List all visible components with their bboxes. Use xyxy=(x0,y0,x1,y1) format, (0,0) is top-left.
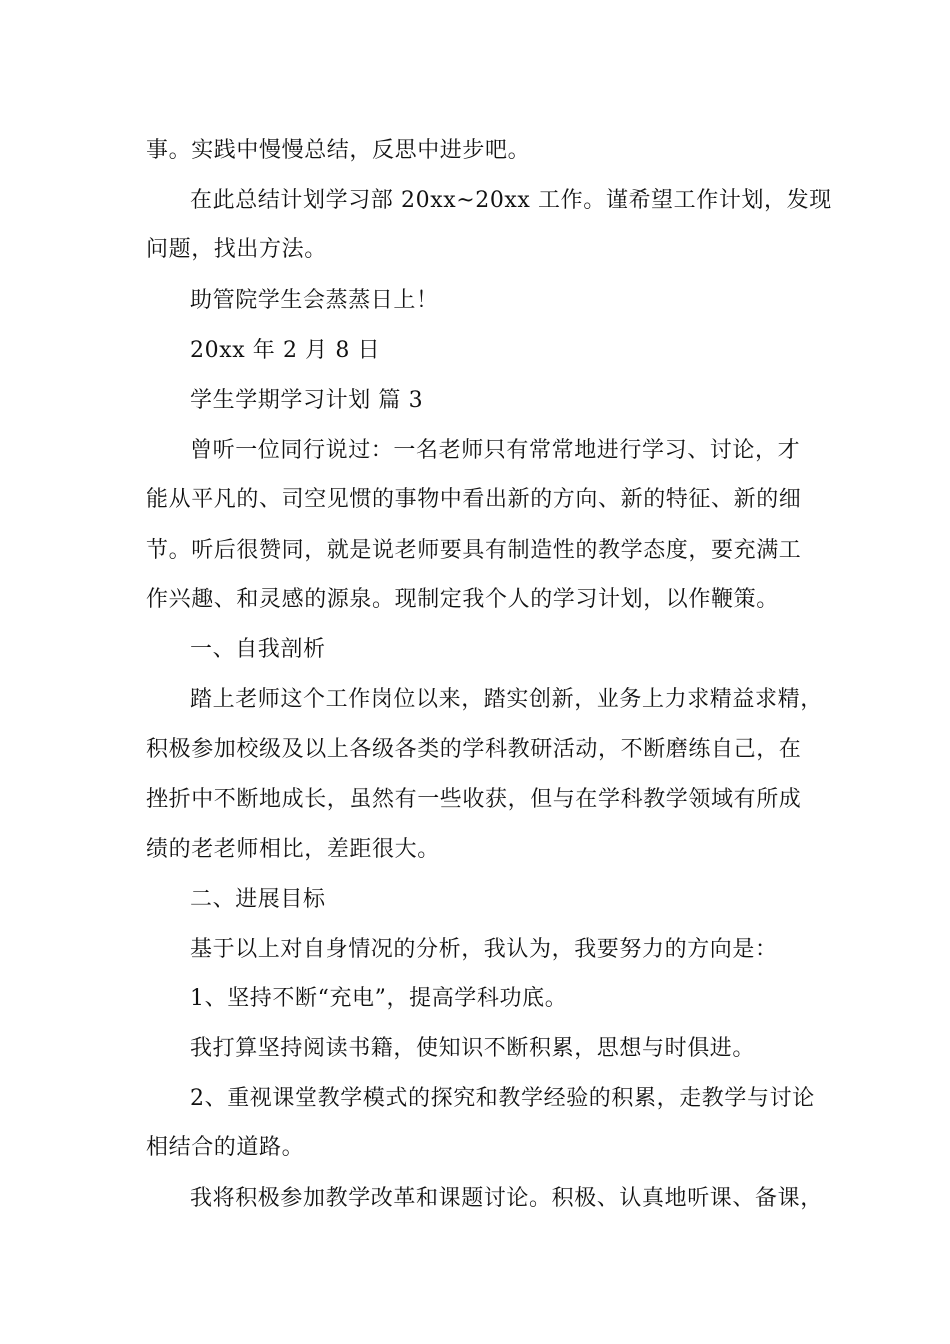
text-line-15: 绩的老老师相比，差距很大。 xyxy=(146,837,440,862)
text-line-7: 曾听一位同行说过：一名老师只有常常地进行学习、讨论，才 xyxy=(190,438,801,463)
text-line-2: 在此总结计划学习部 20xx~20xx 工作。谨希望工作计划，发现 xyxy=(190,188,832,213)
text-line-8: 能从平凡的、司空见惯的事物中看出新的方向、新的特征、新的细 xyxy=(146,487,802,512)
text-line-17: 基于以上对自身情况的分析，我认为，我要努力的方向是： xyxy=(190,937,778,962)
text-line-22: 我将积极参加教学改革和课题讨论。积极、认真地听课、备课， xyxy=(190,1186,823,1211)
section-title: 学生学期学习计划 篇 3 xyxy=(190,388,424,413)
text-line-9: 节。听后很赞同，就是说老师要具有制造性的教学态度，要充满工 xyxy=(146,538,802,563)
text-line-12: 踏上老师这个工作岗位以来，踏实创新，业务上力求精益求精， xyxy=(190,687,823,712)
text-line-20: 2、重视课堂教学模式的探究和教学经验的积累，走教学与讨论 xyxy=(190,1086,815,1111)
heading-self-analysis: 一、自我剖析 xyxy=(190,637,326,662)
text-line-1: 事。实践中慢慢总结，反思中进步吧。 xyxy=(146,138,531,163)
text-line-19: 我打算坚持阅读书籍，使知识不断积累，思想与时俱进。 xyxy=(190,1036,756,1061)
text-line-4: 助管院学生会蒸蒸日上！ xyxy=(190,288,439,313)
text-line-3: 问题，找出方法。 xyxy=(146,237,327,262)
text-line-14: 挫折中不断地成长，虽然有一些收获，但与在学科教学领域有所成 xyxy=(146,787,802,812)
date-line: 20xx 年 2 月 8 日 xyxy=(190,338,381,363)
heading-goals: 二、进展目标 xyxy=(190,887,326,912)
text-line-18: 1、坚持不断“充电”，提高学科功底。 xyxy=(190,986,568,1011)
text-line-13: 积极参加校级及以上各级各类的学科教研活动，不断磨练自己，在 xyxy=(146,737,802,762)
text-line-10: 作兴趣、和灵感的源泉。现制定我个人的学习计划，以作鞭策。 xyxy=(146,587,779,612)
text-line-21: 相结合的道路。 xyxy=(146,1135,305,1160)
